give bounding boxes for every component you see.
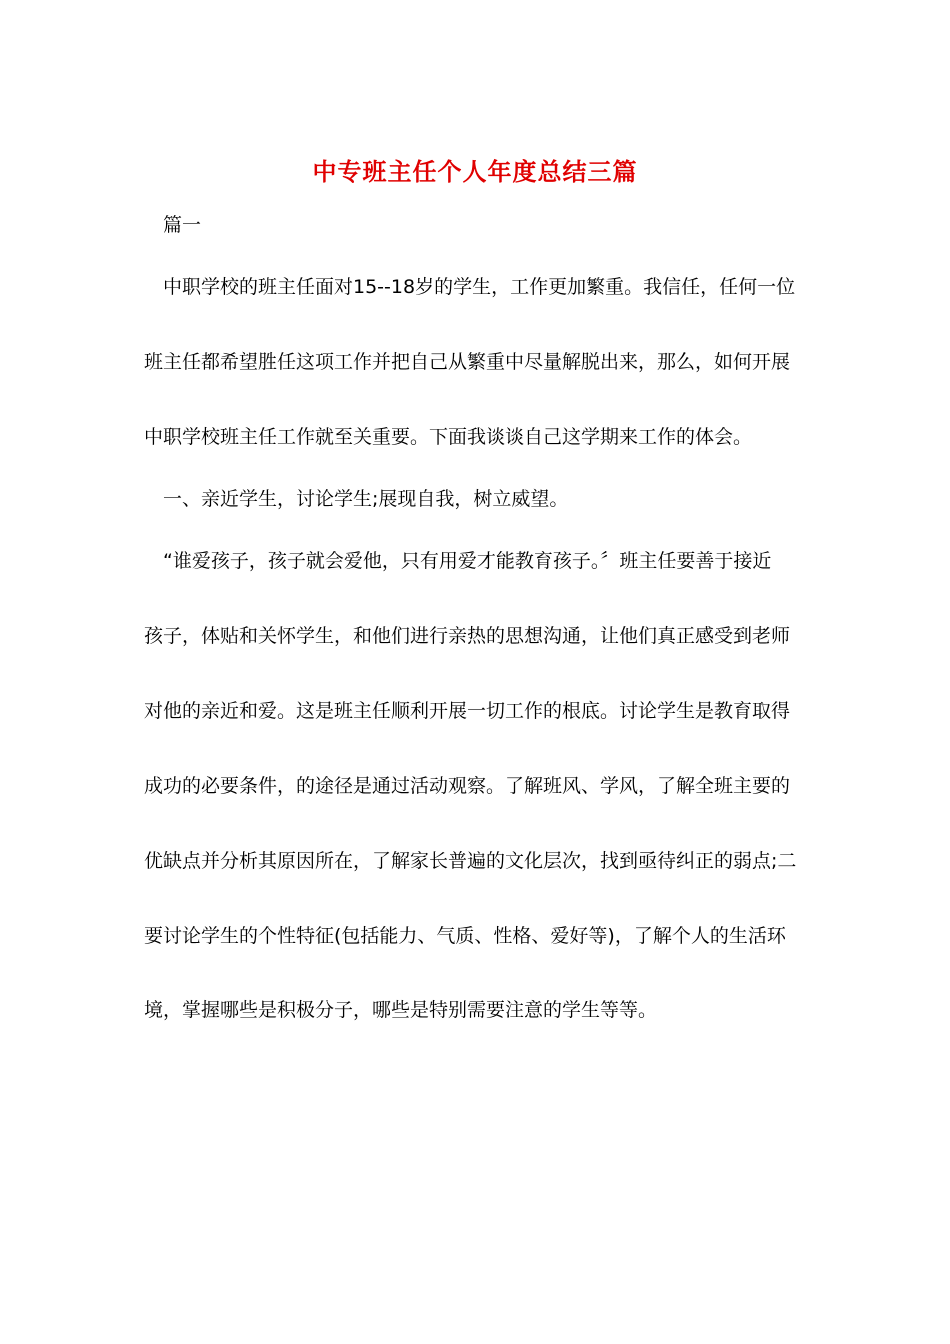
paragraph-line: 班主任都希望胜任这项工作并把自己从繁重中尽量解脱出来，那么，如何开展 <box>144 351 791 373</box>
paragraph-line: 优缺点并分析其原因所在，了解家长普遍的文化层次，找到亟待纠正的弱点;二 <box>144 850 797 872</box>
paragraph-line: 成功的必要条件，的途径是通过活动观察。了解班风、学风，了解全班主要的 <box>144 775 791 797</box>
section-label: 篇一 <box>163 214 202 236</box>
paragraph-line: 孩子，体贴和关怀学生，和他们进行亲热的思想沟通，让他们真正感受到老师 <box>144 625 791 647</box>
paragraph-line: “谁爱孩子，孩子就会爱他，只有用爱才能教育孩子。〞班主任要善于接近 <box>163 550 772 572</box>
paragraph-line: 中职学校的班主任面对15--18岁的学生，工作更加繁重。我信任，任何一位 <box>163 276 796 298</box>
section-heading: 一、亲近学生，讨论学生;展现自我，树立威望。 <box>163 488 569 510</box>
paragraph-line: 境，掌握哪些是积极分子，哪些是特别需要注意的学生等等。 <box>144 999 658 1021</box>
paragraph-line: 对他的亲近和爱。这是班主任顺利开展一切工作的根底。讨论学生是教育取得 <box>144 700 791 722</box>
paragraph-line: 要讨论学生的个性特征(包括能力、气质、性格、爱好等)，了解个人的生活环 <box>144 925 786 947</box>
document-title: 中专班主任个人年度总结三篇 <box>312 157 638 186</box>
paragraph-line: 中职学校班主任工作就至关重要。下面我谈谈自己这学期来工作的体会。 <box>144 426 753 448</box>
